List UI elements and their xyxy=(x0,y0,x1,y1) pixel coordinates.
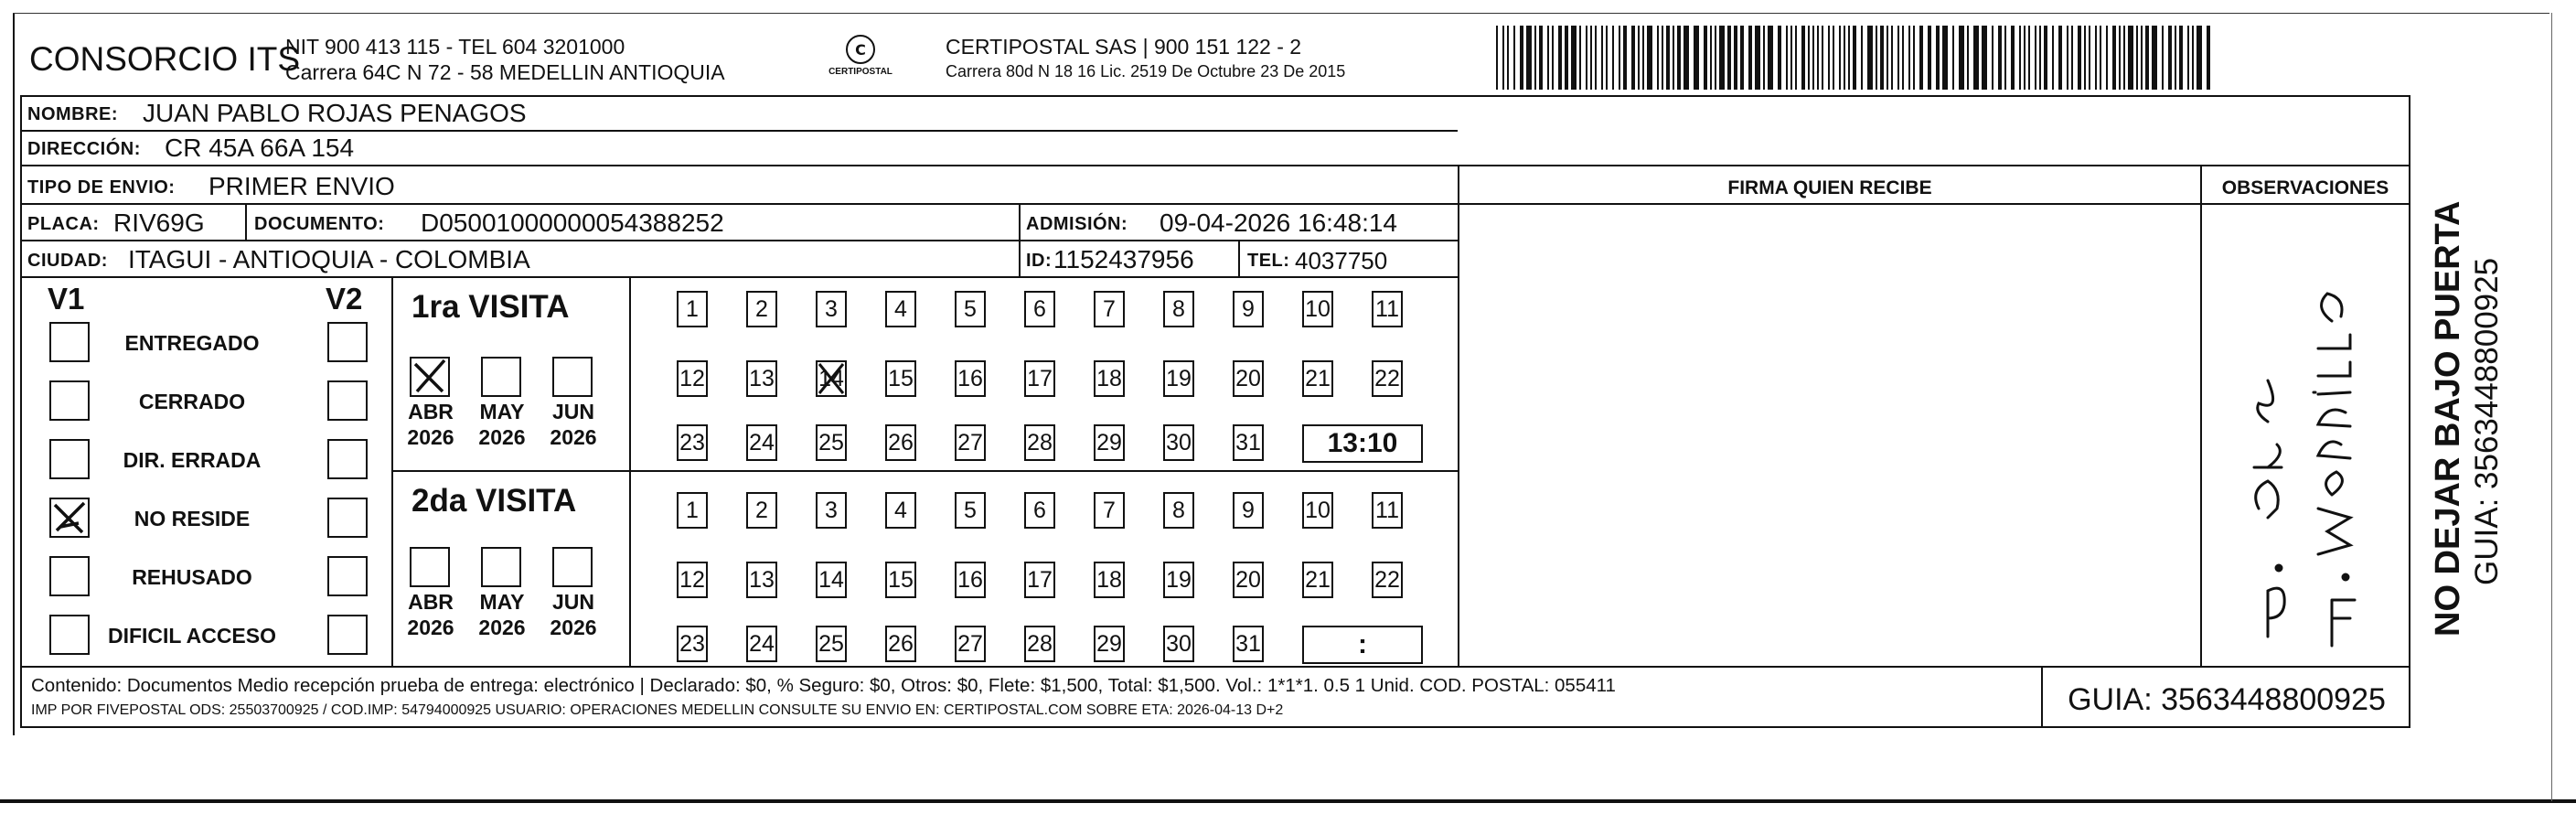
day-box[interactable]: 2 xyxy=(746,291,777,327)
year-label: 2026 xyxy=(407,616,454,639)
day-box[interactable]: 26 xyxy=(885,626,916,662)
day-box[interactable]: 30 xyxy=(1163,424,1194,461)
day-box[interactable]: 11 xyxy=(1372,492,1403,529)
direccion-value: CR 45A 66A 154 xyxy=(165,134,355,162)
tipo-label: TIPO DE ENVIO: xyxy=(27,177,176,198)
v1-header: V1 xyxy=(48,282,85,316)
day-box[interactable]: 3 xyxy=(816,291,847,327)
month-label: JUN xyxy=(551,400,594,423)
day-box[interactable]: 8 xyxy=(1163,291,1194,327)
day-box[interactable]: 31 xyxy=(1233,626,1264,662)
day-box[interactable]: 3 xyxy=(816,492,847,529)
day-box[interactable]: 29 xyxy=(1094,626,1125,662)
license-line: Carrera 80d N 18 16 Lic. 2519 De Octubre 23 De 2015 xyxy=(946,62,1346,80)
v1-checkbox[interactable] xyxy=(49,439,90,479)
day-box[interactable]: 16 xyxy=(955,562,986,598)
v1-checkbox[interactable] xyxy=(49,615,90,655)
day-box[interactable]: 22 xyxy=(1372,562,1403,598)
v2-checkbox[interactable] xyxy=(327,556,368,596)
day-box[interactable]: 10 xyxy=(1302,291,1333,327)
day-box[interactable]: 14 xyxy=(816,562,847,598)
day-box[interactable]: 29 xyxy=(1094,424,1125,461)
day-box[interactable]: 6 xyxy=(1024,291,1055,327)
status-label: CERRADO xyxy=(138,390,246,413)
day-box[interactable]: 28 xyxy=(1024,626,1055,662)
day-box[interactable]: 17 xyxy=(1024,562,1055,598)
company-nit: NIT 900 413 115 - TEL 604 3201000 xyxy=(285,35,625,59)
month-checkbox[interactable] xyxy=(410,357,450,397)
footer-imp: IMP POR FIVEPOSTAL ODS: 25503700925 / COD.IMP: 54794000925 USUARIO: OPERACIONES MEDELLIN CONSULTE SU ENVIO EN: CERTIPOSTAL.COM SOBRE ETA: 2026-04-13 D+2 xyxy=(31,702,1284,718)
v2-checkbox[interactable] xyxy=(327,322,368,362)
year-label: 2026 xyxy=(550,425,597,449)
day-box[interactable]: 1 xyxy=(677,492,708,529)
day-box[interactable]: 15 xyxy=(885,562,916,598)
day-box[interactable]: 30 xyxy=(1163,626,1194,662)
v1-checkbox[interactable] xyxy=(49,498,90,538)
visit1-title: 1ra VISITA xyxy=(412,289,570,325)
month-checkbox[interactable] xyxy=(481,357,521,397)
day-box[interactable]: 9 xyxy=(1233,492,1264,529)
day-box[interactable]: 28 xyxy=(1024,424,1055,461)
day-box[interactable]: 12 xyxy=(677,562,708,598)
year-label: 2026 xyxy=(478,616,526,639)
status-label: NO RESIDE xyxy=(134,507,251,530)
day-box[interactable]: 4 xyxy=(885,492,916,529)
day-box[interactable]: 25 xyxy=(816,424,847,461)
day-box[interactable]: 13 xyxy=(746,360,777,397)
status-label: DIFICIL ACCESO xyxy=(107,624,276,648)
v2-header: V2 xyxy=(326,282,363,316)
bottom-border xyxy=(0,799,2576,803)
status-label: ENTREGADO xyxy=(124,331,260,355)
ciudad-label: CIUDAD: xyxy=(27,251,108,271)
certipostal-logo xyxy=(823,33,898,84)
month-checkbox[interactable] xyxy=(481,547,521,587)
svg-text:C: C xyxy=(855,41,866,59)
status-label: DIR. ERRADA xyxy=(123,448,262,472)
day-box[interactable]: 7 xyxy=(1094,492,1125,529)
day-box[interactable]: 11 xyxy=(1372,291,1403,327)
id-label: ID: xyxy=(1026,251,1053,271)
month-label: MAY xyxy=(479,590,525,614)
logo-text: CERTIPOSTAL xyxy=(828,67,893,77)
placa-label: PLACA: xyxy=(27,214,100,234)
day-box[interactable]: 17 xyxy=(1024,360,1055,397)
day-box[interactable]: 27 xyxy=(955,626,986,662)
day-box[interactable]: 4 xyxy=(885,291,916,327)
company-address: Carrera 64C N 72 - 58 MEDELLIN ANTIOQUIA xyxy=(285,60,725,84)
observaciones-header: OBSERVACIONES xyxy=(2221,177,2389,198)
day-box[interactable]: 19 xyxy=(1163,562,1194,598)
placa-value: RIV69G xyxy=(113,209,205,237)
day-box[interactable]: 26 xyxy=(885,424,916,461)
day-box[interactable]: 31 xyxy=(1233,424,1264,461)
day-box[interactable]: 27 xyxy=(955,424,986,461)
day-box[interactable]: 20 xyxy=(1233,562,1264,598)
day-box[interactable]: 13 xyxy=(746,562,777,598)
day-box[interactable]: 19 xyxy=(1163,360,1194,397)
day-box[interactable]: 23 xyxy=(677,626,708,662)
side-warning: NO DEJAR BAJO PUERTA xyxy=(2429,200,2467,637)
tel-label: TEL: xyxy=(1247,251,1290,271)
admision-value: 09-04-2026 16:48:14 xyxy=(1160,209,1397,237)
nombre-label: NOMBRE: xyxy=(27,104,119,124)
v1-checkbox[interactable] xyxy=(49,556,90,596)
observaciones-handwriting xyxy=(2213,216,2396,655)
day-box[interactable]: 18 xyxy=(1094,360,1125,397)
v1-checkbox[interactable] xyxy=(49,380,90,421)
day-box[interactable]: 1 xyxy=(677,291,708,327)
day-box[interactable]: 12 xyxy=(677,360,708,397)
v2-checkbox[interactable] xyxy=(327,615,368,655)
day-box[interactable]: 15 xyxy=(885,360,916,397)
day-box[interactable]: 22 xyxy=(1372,360,1403,397)
day-box[interactable]: 24 xyxy=(746,424,777,461)
month-checkbox[interactable] xyxy=(552,357,593,397)
direccion-label: DIRECCIÓN: xyxy=(27,139,141,159)
v2-checkbox[interactable] xyxy=(327,439,368,479)
day-box[interactable]: 8 xyxy=(1163,492,1194,529)
v1-checkbox[interactable] xyxy=(49,322,90,362)
day-box[interactable]: 14 xyxy=(816,360,847,397)
time-box[interactable]: 13:10 xyxy=(1302,424,1423,463)
day-box[interactable]: 5 xyxy=(955,492,986,529)
side-guia: GUIA: 3563448800925 xyxy=(2469,257,2505,585)
day-box[interactable]: 5 xyxy=(955,291,986,327)
admision-label: ADMISIÓN: xyxy=(1026,214,1128,234)
month-label: ABR xyxy=(408,400,454,423)
day-box[interactable]: 20 xyxy=(1233,360,1264,397)
certipostal-line: CERTIPOSTAL SAS | 900 151 122 - 2 xyxy=(946,35,1302,59)
day-box[interactable]: 16 xyxy=(955,360,986,397)
month-label: MAY xyxy=(479,400,525,423)
month-checkbox[interactable] xyxy=(410,547,450,587)
year-label: 2026 xyxy=(407,425,454,449)
month-label: JUN xyxy=(551,590,594,614)
nombre-value: JUAN PABLO ROJAS PENAGOS xyxy=(143,99,527,127)
documento-value: D05001000000054388252 xyxy=(421,209,724,237)
tipo-value: PRIMER ENVIO xyxy=(208,172,395,200)
day-box[interactable]: 18 xyxy=(1094,562,1125,598)
barcode xyxy=(1496,26,2228,90)
day-box[interactable]: 6 xyxy=(1024,492,1055,529)
year-label: 2026 xyxy=(478,425,526,449)
month-label: ABR xyxy=(408,590,454,614)
v2-checkbox[interactable] xyxy=(327,380,368,421)
day-box[interactable]: 10 xyxy=(1302,492,1333,529)
footer-guia: GUIA: 3563448800925 xyxy=(2068,682,2386,717)
month-checkbox[interactable] xyxy=(552,547,593,587)
day-box[interactable]: 25 xyxy=(816,626,847,662)
id-value: 1152437956 xyxy=(1053,245,1194,273)
documento-label: DOCUMENTO: xyxy=(254,214,385,234)
company-name: CONSORCIO ITS xyxy=(29,40,301,78)
day-box[interactable]: 23 xyxy=(677,424,708,461)
visit2-title: 2da VISITA xyxy=(412,483,577,519)
time-box[interactable]: : xyxy=(1302,626,1423,664)
tel-value: 4037750 xyxy=(1295,247,1388,274)
footer-contenido: Contenido: Documentos Medio recepción prueba de entrega: electrónico | Declarado: $0, % Seguro: $0, Otros: $0, Flete: $1,500, Total: $1,500. Vol.: 1*1*1. 0.5 1 Unid. COD. POSTAL: 055411 xyxy=(31,675,1616,696)
day-box[interactable]: 24 xyxy=(746,626,777,662)
day-box[interactable]: 21 xyxy=(1302,360,1333,397)
status-label: REHUSADO xyxy=(132,565,252,589)
v2-checkbox[interactable] xyxy=(327,498,368,538)
day-box[interactable]: 21 xyxy=(1302,562,1333,598)
firma-header: FIRMA QUIEN RECIBE xyxy=(1727,177,1932,198)
year-label: 2026 xyxy=(550,616,597,639)
day-box[interactable]: 7 xyxy=(1094,291,1125,327)
day-box[interactable]: 9 xyxy=(1233,291,1264,327)
ciudad-value: ITAGUI - ANTIOQUIA - COLOMBIA xyxy=(128,245,530,273)
day-box[interactable]: 2 xyxy=(746,492,777,529)
